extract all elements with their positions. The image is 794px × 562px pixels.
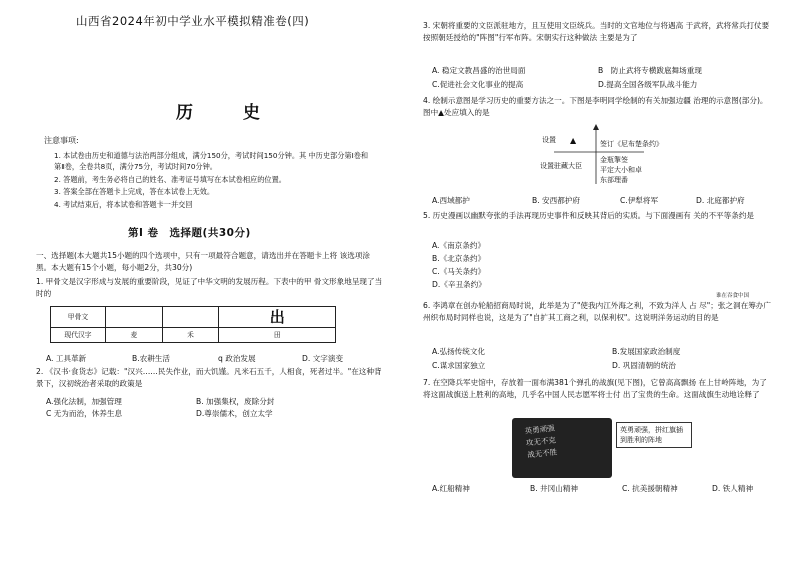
- option-c[interactable]: q 政治发展: [218, 354, 256, 363]
- option-b[interactable]: B. 加强集权，废除分封: [196, 397, 275, 406]
- question-1-stem: 1. 甲骨文是汉字形成与发展的重要阶段，见证了中华文明的发展历程。下表中的甲 骨文形象地呈现了当时的: [36, 277, 383, 298]
- oracle-glyph: 出: [269, 308, 285, 326]
- table-row-label: 甲骨文: [51, 307, 106, 328]
- option-a[interactable]: A.红船精神: [432, 484, 470, 493]
- battle-flag-photo: [512, 418, 612, 478]
- option-d[interactable]: D. 北庭都护府: [696, 196, 745, 205]
- notes-heading: 注意事项:: [44, 136, 79, 145]
- option-d[interactable]: D. 文字演变: [302, 354, 344, 363]
- note-item: 3. 答案全部在答题卡上完成，答在本试卷上无效。: [54, 187, 215, 197]
- option-b[interactable]: B.《北京条约》: [432, 254, 486, 263]
- option-a[interactable]: A.《南京条约》: [432, 241, 486, 250]
- exam-title: 山西省2024年初中学业水平模拟精准卷(四): [76, 14, 310, 28]
- question-6-stem: 6. 李鸿章在创办轮船招商局时说，此举是为了"使我内江外海之利，不致为洋人 占 尽"；张之洞在筹办广州织布局时同样也说，这是为了"自扩其工商之利，以保利权"。这说明洋务运动的目的是: [423, 301, 771, 322]
- table-cell: 田: [219, 328, 336, 343]
- question-7-stem: 7. 在空降兵军史馆中，存放着一面布满381个弹孔的战旗(见下图)，它曾高高飘扬 在上甘岭阵地，为了将这面战旗送上胜利的高地，几乎名中国人民志愿军将士付 出了宝贵的生命。这面战旗生动地诠释了: [423, 378, 767, 399]
- diagram-label-tibet: 设置驻藏大臣: [540, 162, 582, 170]
- option-d[interactable]: D.《辛丑条约》: [432, 280, 486, 289]
- question-2-stem: 2. 《汉书·食货志》记载："汉兴……民失作业，而大饥馑。凡米石五千，人相食，死者过半。"在这种背景下，汉初统治者采取的政策是: [36, 367, 382, 388]
- option-a[interactable]: A.弘扬传统文化: [432, 347, 486, 356]
- option-d[interactable]: D.提高全国各级军队战斗能力: [598, 80, 698, 89]
- note-item: 1. 本试卷由历史和道德与法治两部分组成，满分150分，考试时间150分钟。其 中历史部分第Ⅰ卷和第Ⅱ卷，全卷共8页，满分75分，考试时间70分钟。: [54, 151, 369, 172]
- flag-text-line: 战无不胜: [526, 447, 558, 460]
- question-5-stem: 5. 历史漫画以幽默夸张的手法再现历史事件和反映其背后的实质。与下面漫画有 关的不平等条约是: [423, 211, 755, 220]
- option-c[interactable]: C 无为而治，休养生息: [46, 409, 123, 418]
- left-page: [36, 0, 386, 562]
- section-heading: 第Ⅰ 卷 选择题(共30分): [128, 227, 251, 239]
- table-row-label: 现代汉字: [51, 328, 106, 343]
- option-a[interactable]: A. 稳定文教昌盛的治世局面: [432, 66, 526, 75]
- table-cell: 禾: [162, 328, 219, 343]
- diagram-axes: [540, 122, 650, 190]
- option-d[interactable]: D. 铁人精神: [712, 484, 754, 493]
- option-a[interactable]: A. 工具革新: [46, 354, 87, 363]
- option-c[interactable]: C.谋求国家独立: [432, 361, 486, 370]
- table-cell: [162, 307, 219, 328]
- note-item: 2. 答题前，考生务必将自己的姓名、准考证号填写在本试卷相应的位置。: [54, 174, 286, 184]
- question-4-stem: 4. 绘制示意图是学习历史的重要方法之一。下图是李明同学绘制的有关加强边疆 治理的示意图(部分)。图中▲处应填入的是: [423, 96, 768, 117]
- diagram-label-khoja: 平定大小和卓: [600, 166, 642, 174]
- option-c[interactable]: C.《马关条约》: [432, 267, 486, 276]
- table-cell: 麦: [106, 328, 163, 343]
- flag-text-line: 英勇顽强: [524, 423, 556, 436]
- oracle-bone-table: [50, 306, 336, 343]
- option-a[interactable]: A.西域都护: [432, 196, 470, 205]
- option-b[interactable]: B 防止武将专横跋扈舞场重现: [598, 66, 702, 75]
- option-b[interactable]: B.农耕生活: [132, 354, 170, 363]
- option-b[interactable]: B. 井冈山精神: [530, 484, 579, 493]
- subject-title: 历 史: [176, 103, 282, 123]
- flag-inscription: [524, 423, 558, 462]
- option-d[interactable]: D. 巩固清朝的统治: [612, 361, 676, 370]
- option-c[interactable]: C. 抗美援朝精神: [622, 484, 678, 493]
- diagram-label-golden-urn: 金瓶掣签: [600, 156, 628, 164]
- notes-list: [54, 150, 374, 212]
- note-item: 4. 考试结束后，将本试卷和答题卡一并交回: [54, 200, 193, 210]
- flag-caption: 英勇顽强，拼红旗插到胜利的阵地: [616, 422, 692, 448]
- diagram-label-set: 设置: [542, 136, 556, 144]
- option-b[interactable]: B.发展国家政治制度: [612, 347, 681, 356]
- table-cell: [219, 307, 336, 328]
- instructions: 一、选择题(本大题共15小题的四个选项中，只有一项最符合题意，请选出并在答题卡上将 该选项涂黑。本大题有15个小题，每小题2分，共30分): [36, 251, 370, 272]
- option-c[interactable]: C.促进社会文化事业的提高: [432, 80, 524, 89]
- diagram-label-east: 东部理番: [600, 176, 628, 184]
- diagram-label-treaty: 签订《尼布楚条约》: [600, 140, 663, 148]
- cartoon-caption: 谁在吞食中国: [716, 293, 750, 299]
- option-d[interactable]: D.尊崇儒术，创立太学: [196, 409, 273, 418]
- flag-text-line: 攻无不克: [525, 435, 557, 448]
- question-3-stem: 3. 宋朝将重要的文臣派驻地方，且互使用文臣统兵。当时的文官地位与将遇高 于武将，武将常兵打仗要按照朝廷授给的"阵图"行军布阵。宋朝实行这种做法 主要是为了: [423, 21, 770, 42]
- table-cell: [106, 307, 163, 328]
- option-b[interactable]: B. 安西都护府: [532, 196, 581, 205]
- option-a[interactable]: A.强化法制，加强管理: [46, 397, 122, 406]
- blank-triangle-icon: ▲: [570, 136, 577, 145]
- option-c[interactable]: C.伊犁将军: [620, 196, 659, 205]
- border-governance-diagram: [540, 122, 663, 190]
